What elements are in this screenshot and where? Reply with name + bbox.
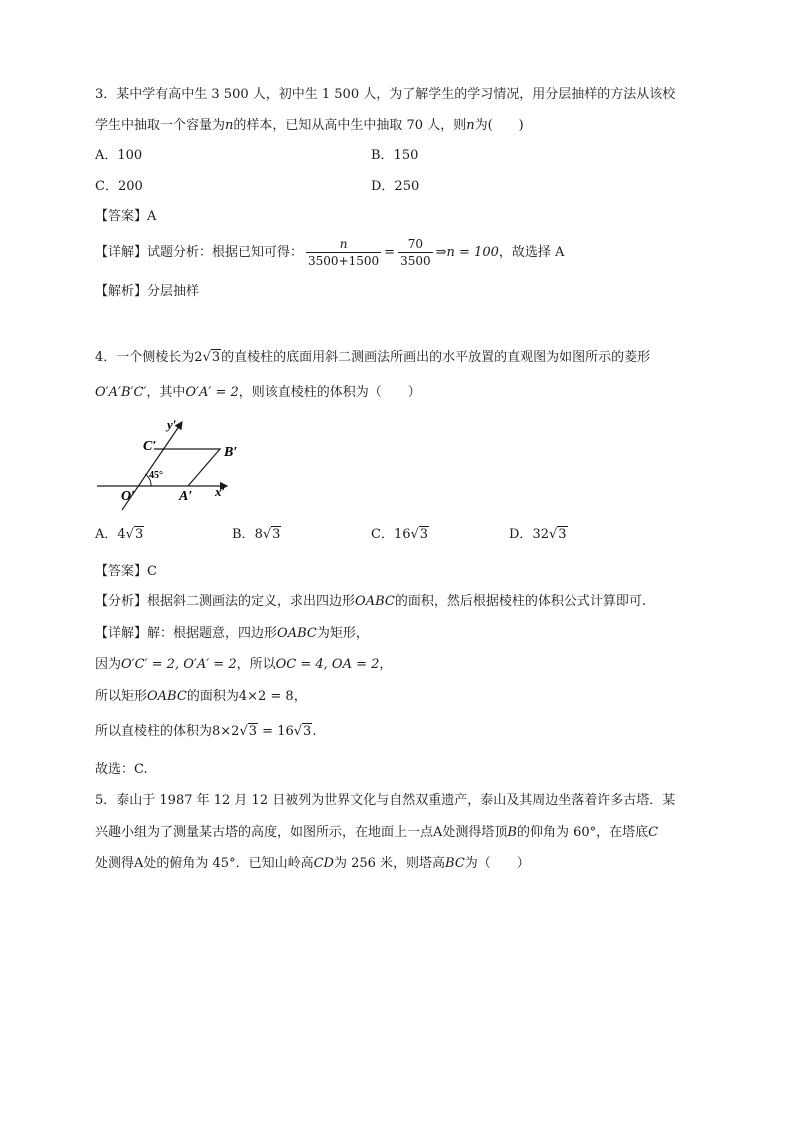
q4-option-b[interactable]: B．8√3 — [232, 527, 281, 542]
q3-option-a[interactable]: A．100 — [95, 148, 143, 163]
q4-answer: 【答案】C — [95, 564, 157, 579]
fraction-n-over-total: $\frac{n}{3500+1500}$ — [308, 237, 380, 268]
q3-stem-line2: 学生中抽取一个容量为n的样本，已知从高中生中抽取 70 人，则n为( ) — [95, 118, 524, 133]
angle-label: 45° — [149, 470, 163, 481]
q4-choose: 故选：C. — [95, 762, 148, 777]
q3-option-c[interactable]: C．200 — [95, 179, 143, 194]
q4-stem-line2: O′A′B′C′，其中O′A′ = 2，则该直棱柱的体积为（ ） — [95, 385, 421, 400]
rhombus-edges — [154, 449, 220, 486]
q3-option-d[interactable]: D．250 — [371, 179, 420, 194]
q4-detail: 【详解】解：根据题意，四边形OABC为矩形， — [95, 626, 369, 641]
q4-detail-line3: 所以矩形OABC的面积为4×2 = 8， — [95, 689, 307, 704]
var-n: n — [225, 118, 234, 133]
q4-stem-line1: 4．一个侧棱长为2√3的直棱柱的底面用斜二测画法所画出的水平放置的直观图为如图所示的菱形 — [95, 350, 651, 365]
q5-stem-line1: 5．泰山于 1987 年 12 月 12 日被列为世界文化与自然双重遗产，泰山及其周边坐落着许多古塔．某 — [95, 793, 676, 808]
label-b: B′ — [224, 445, 238, 460]
q3-option-b[interactable]: B．150 — [371, 148, 419, 163]
rhombus-figure — [95, 414, 245, 514]
q4-option-d[interactable]: D．32√3 — [509, 527, 567, 542]
var-n: n — [466, 118, 475, 133]
q5-stem-line2: 兴趣小组为了测量某古塔的高度，如图所示，在地面上一点A处测得塔顶B的仰角为 60°，在塔底C — [95, 825, 659, 840]
q3-detail: 【详解】试题分析：根据已知可得： $\frac{n}{3500+1500}$ = $\frac{70}{3500}$ ⇒n = 100，故选择 A — [95, 237, 565, 268]
q4-detail-line2: 因为O′C′ = 2, O′A′ = 2，所以OC = 4, OA = 2， — [95, 657, 393, 672]
q4-fenxi: 【分析】根据斜二测画法的定义，求出四边形OABC的面积，然后根据棱柱的体积公式计算即可. — [95, 594, 646, 609]
label-x: x′ — [215, 484, 226, 499]
q4-option-c[interactable]: C．16√3 — [371, 527, 429, 542]
q3-stem-line1: 3．某中学有高中生 3 500 人，初中生 1 500 人，为了解学生的学习情况，用分层抽样的方法从该校 — [95, 87, 676, 102]
label-o: O′ — [121, 489, 136, 504]
q4-option-a[interactable]: A．4√3 — [95, 527, 144, 542]
q5-stem-line3: 处测得A处的俯角为 45°．已知山岭高CD为 256 米，则塔高BC为（ ） — [95, 856, 530, 871]
fraction-70-over-3500: $\frac{70}{3500}$ — [400, 237, 431, 268]
label-c: C′ — [143, 439, 157, 454]
q4-detail-line4: 所以直棱柱的体积为8×2√3 = 16√3. — [95, 724, 317, 739]
q3-analysis: 【解析】分层抽样 — [95, 284, 200, 299]
label-y: y′ — [167, 417, 177, 432]
q3-answer: 【答案】A — [95, 209, 157, 224]
label-a: A′ — [179, 489, 193, 504]
